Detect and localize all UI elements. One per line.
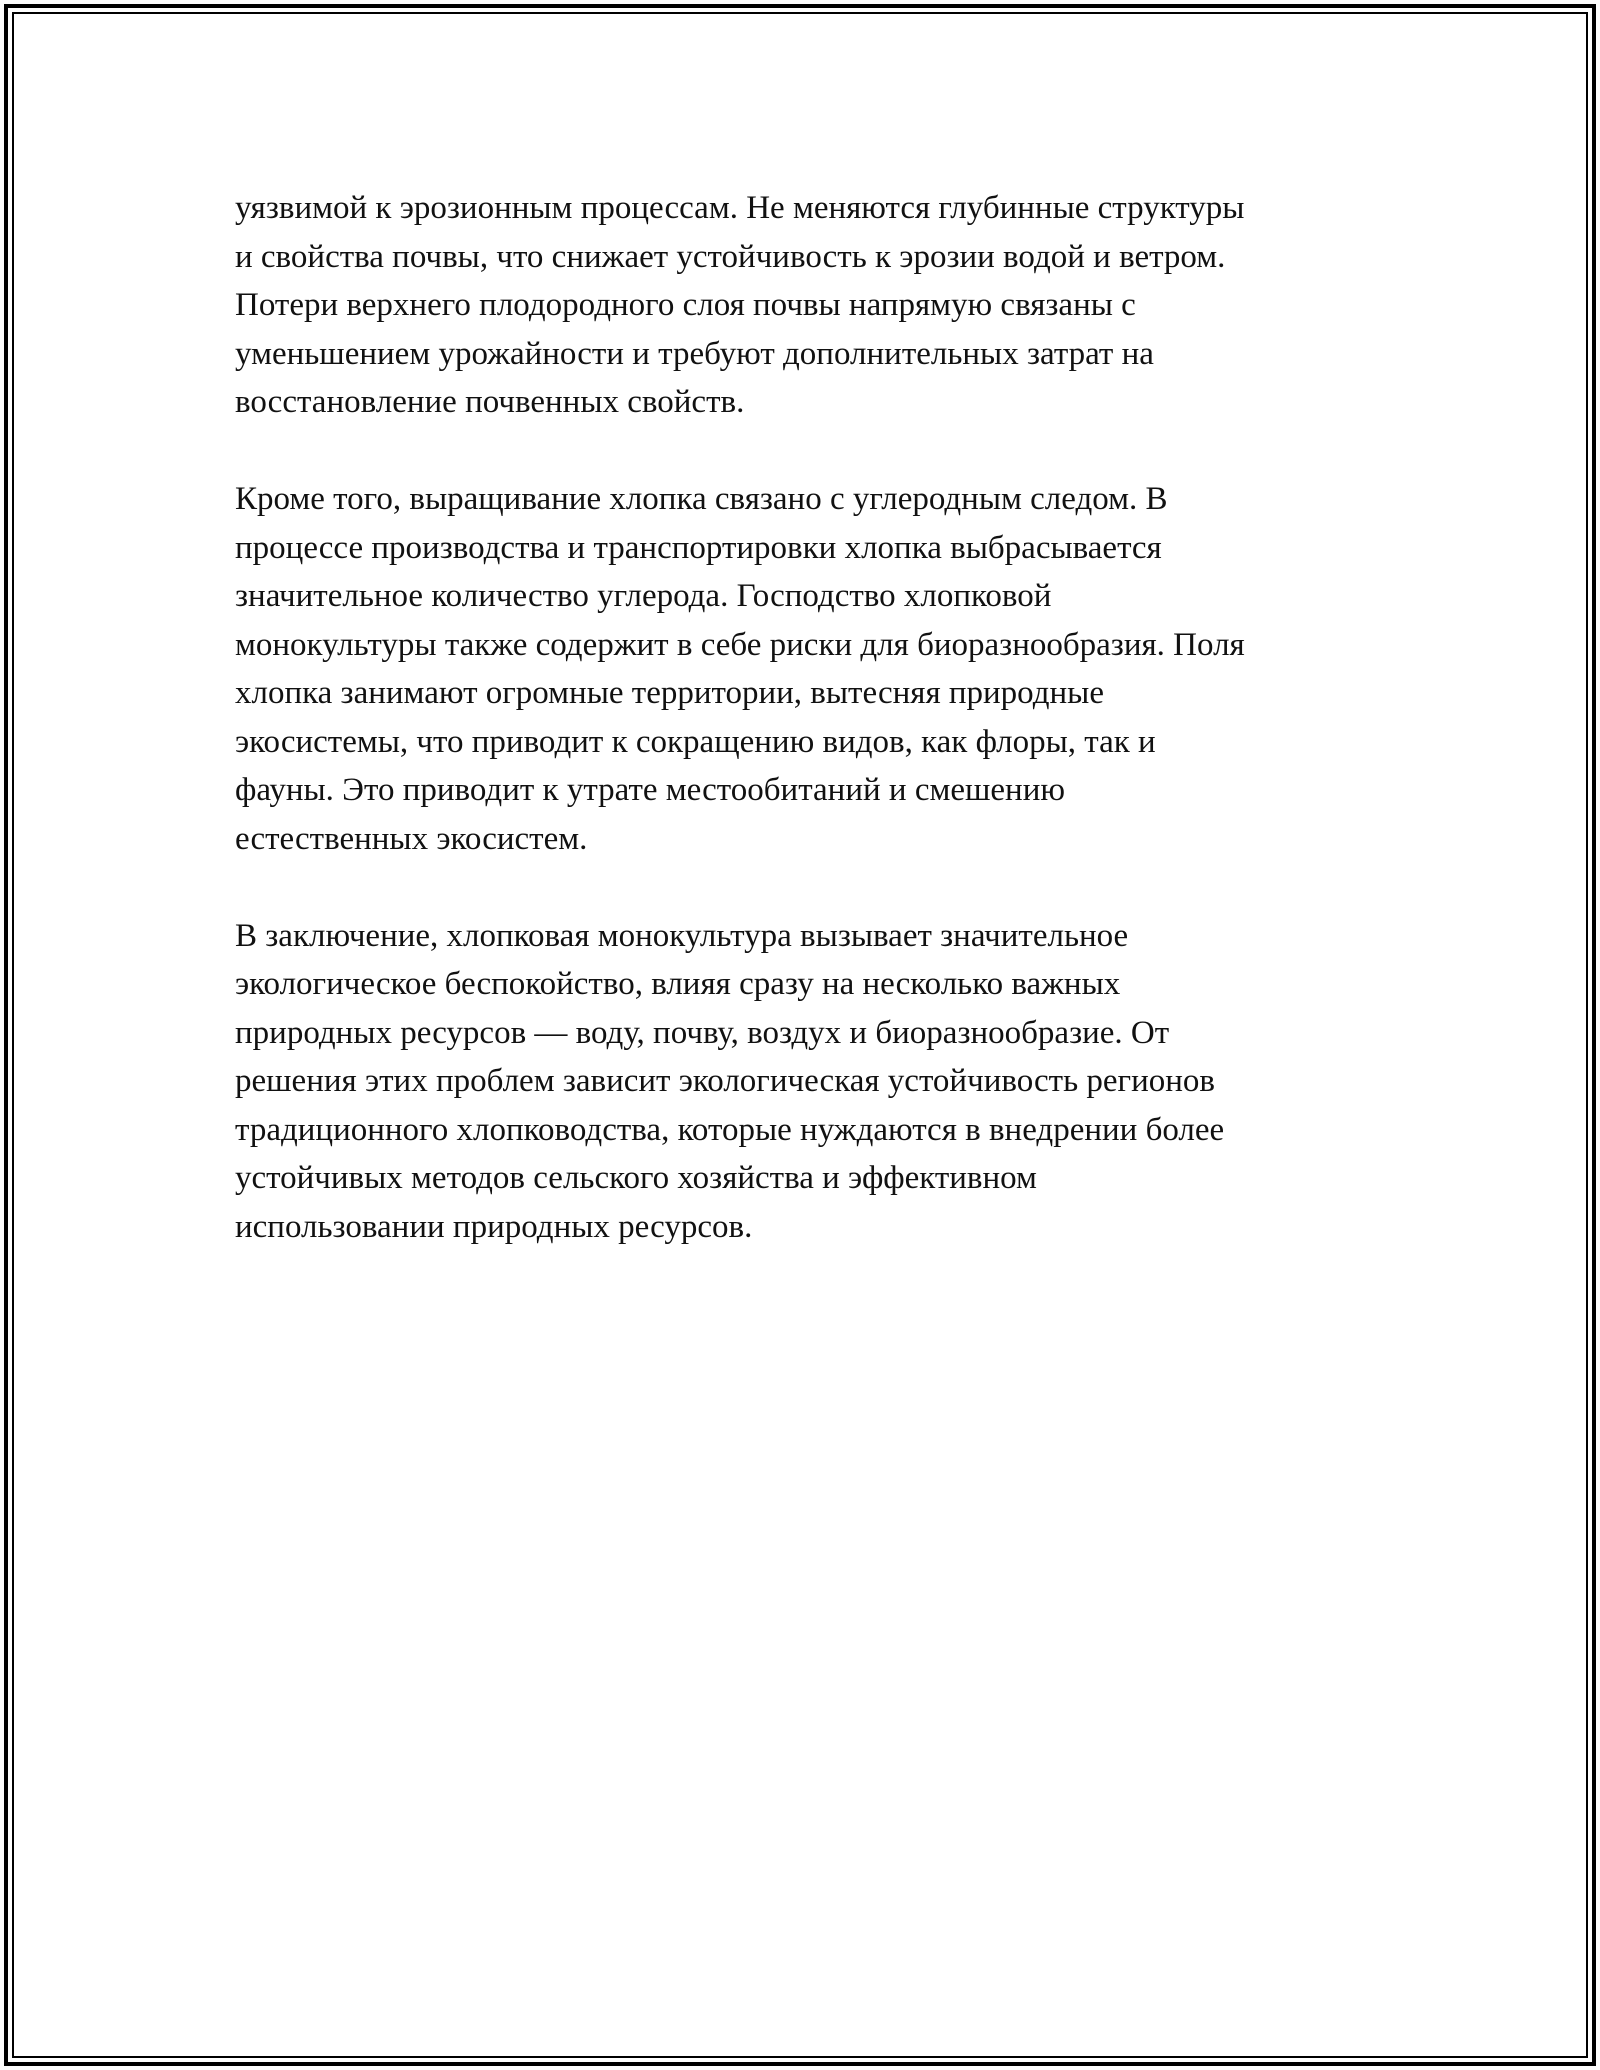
text-line: решения этих проблем зависит экологическая устойчивость регионов [235,1063,1215,1099]
text-line: экологическое беспокойство, влияя сразу на несколько важных [235,966,1121,1002]
paragraph-soil-erosion [235,184,1375,427]
text-line: восстановление почвенных свойств. [235,384,745,420]
text-line: естественных экосистем. [235,820,588,857]
text-line: уменьшением урожайности и требуют дополнительных затрат на [235,335,1154,372]
text-line: процессе производства и транспортировки хлопка выбрасывается [235,529,1162,566]
text-line: традиционного хлопководства, которые нуждаются в внедрении более [235,1111,1225,1148]
text-line: уязвимой к эрозионным процессам. Не меняются глубинные структуры [235,190,1245,226]
paragraph-carbon-biodiversity [235,475,1375,863]
text-line: Кроме того, выращивание хлопка связано с углеродным следом. В [235,481,1168,517]
text-line: хлопка занимают огромные территории, вытесняя природные [235,675,1105,711]
text-line: природных ресурсов — воду, почву, воздух и биоразнообразие. От [235,1014,1170,1051]
text-line: фауны. Это приводит к утрате местообитаний и смешению [235,772,1066,808]
text-line: Потери верхнего плодородного слоя почвы напрямую связаны с [235,287,1136,323]
text-line: устойчивых методов сельского хозяйства и эффективном [235,1160,1037,1196]
text-line: использовании природных ресурсов. [235,1208,753,1245]
text-line: В заключение, хлопковая монокультура вызывает значительное [235,917,1129,954]
paragraph-conclusion [235,912,1375,1252]
text-line: монокультуры также содержит в себе риски для биоразнообразия. Поля [235,626,1245,663]
document-body [235,184,1375,1300]
text-line: экосистемы, что приводит к сокращению видов, как флоры, так и [235,723,1156,760]
text-line: значительное количество углерода. Господство хлопковой [235,578,1052,614]
text-line: и свойства почвы, что снижает устойчивость к эрозии водой и ветром. [235,238,1226,275]
